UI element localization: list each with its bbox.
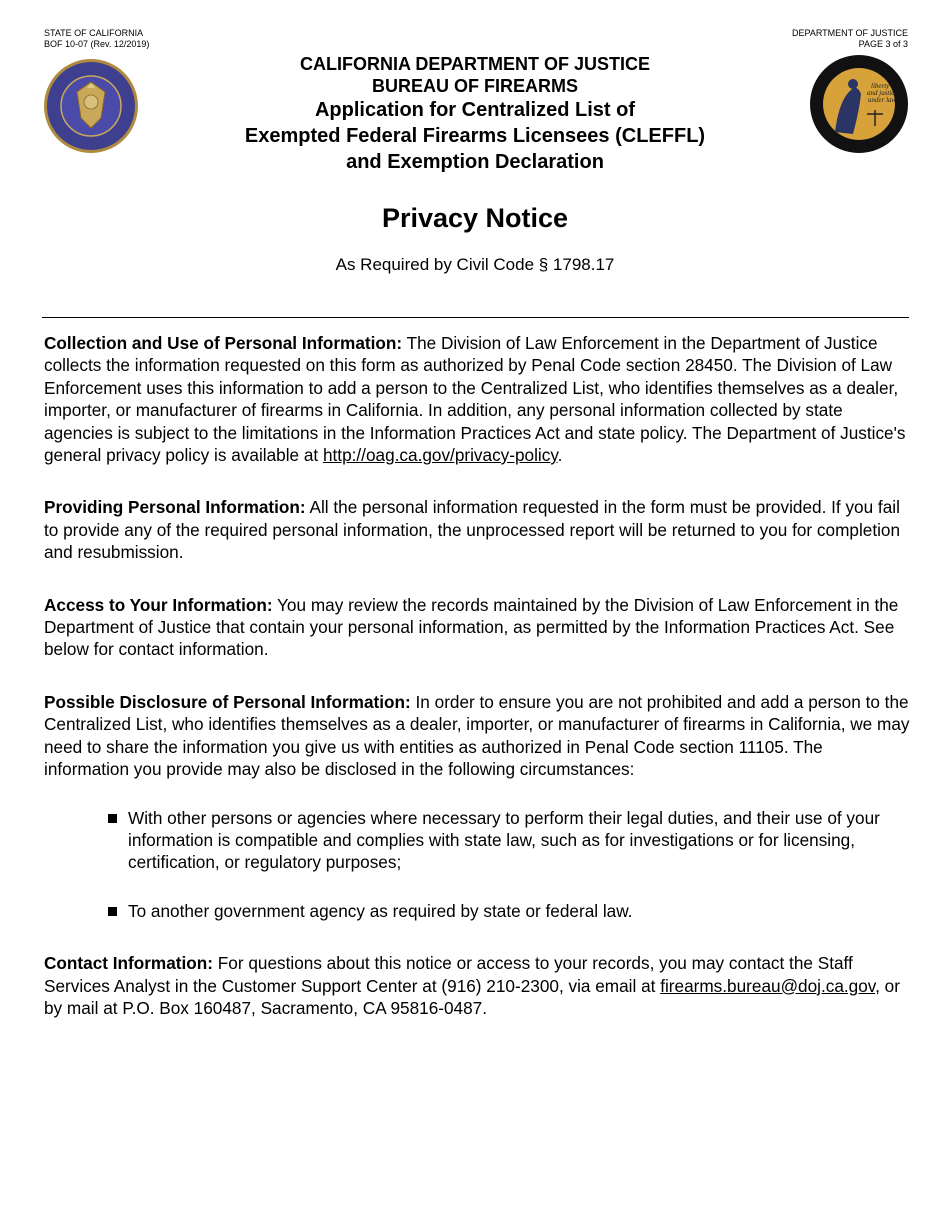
collection-section: [44, 332, 912, 466]
email-link[interactable]: firearms.bureau@doj.ca.gov: [660, 975, 876, 996]
page-subtitle: As Required by Civil Code § 1798.17: [335, 255, 615, 274]
state-label: STATE OF CALIFORNIA: [44, 28, 144, 38]
bullet-square-icon: [108, 907, 117, 916]
seal-motto-2: and justice: [867, 89, 898, 97]
section-text: In order to ensure you are not prohibited and add a person to the Centralized List, who identifies themselves as a dealer, importer, or manufacturer of firearms in California, we may need to share the information you give us with entities as authorized in Penal Code section 11105. The information you provide may also be disclosed in the following circumstances:: [44, 691, 910, 780]
access-section: [44, 594, 912, 661]
divider: [42, 317, 909, 318]
section-text: You may review the records maintained by the Division of Law Enforcement in the Department of Justice that contain your personal information, as permitted by the Information Practices Act. See below for contact information.: [44, 594, 899, 660]
section-heading: Collection and Use of Personal Information:: [44, 333, 403, 353]
form-title-line-2: Exempted Federal Firearms Licensees (CLEFFL): [244, 125, 706, 147]
seal-motto-3: under law: [868, 96, 897, 104]
privacy-policy-link[interactable]: http://oag.ca.gov/privacy-policy: [322, 445, 558, 466]
section-heading: Providing Personal Information:: [44, 497, 306, 518]
contact-section: [44, 952, 912, 1019]
disclosure-list: [44, 807, 912, 923]
notice-body: [44, 332, 912, 1049]
section-heading: Possible Disclosure of Personal Information:: [44, 691, 411, 712]
department-label: DEPARTMENT OF JUSTICE: [791, 28, 908, 38]
providing-section: [44, 496, 912, 563]
section-heading: Access to Your Information:: [44, 594, 273, 615]
disclosure-section: [44, 691, 912, 781]
form-title-line-3: and Exemption Declaration: [346, 151, 604, 173]
list-item-text: With other persons or agencies where necessary to perform their legal duties, and their use of your information is compatible and complies with state law, such as for investigations or for licensing, certification, or regulatory purposes;: [128, 807, 880, 873]
form-id-block: [44, 28, 149, 50]
list-item-text: To another government agency as required by state or federal law.: [128, 900, 633, 921]
agency-name: CALIFORNIA DEPARTMENT OF JUSTICE: [300, 54, 650, 74]
section-text: All the personal information requested in the form must be provided. If you fail to provide any of the required personal information, the unprocessed report will be returned to you for completion and resubmission.: [44, 497, 901, 563]
section-heading: Contact Information:: [44, 953, 213, 974]
bureau-name: BUREAU OF FIREARMS: [372, 76, 578, 96]
list-item: [44, 900, 912, 922]
section-text-end: , or by mail at P.O. Box 160487, Sacramento, CA 95816-0487.: [44, 975, 900, 1018]
form-number: BOF 10-07 (Rev. 12/2019): [44, 39, 150, 49]
form-header: [0, 53, 950, 175]
page-title: Privacy Notice: [381, 203, 569, 233]
bullet-square-icon: [108, 814, 117, 823]
page-number: PAGE 3 of 3: [858, 39, 908, 49]
section-text: The Division of Law Enforcement in the Department of Justice collects the information requested on this form as authorized by Penal Code section 28450. The Division of Law Enforcement uses this information to add a person to the Centralized List, who identifies themselves as a dealer, importer, or manufacturer of firearms in California. In addition, any personal information collected by state agencies is subject to the limitations in the Information Practices Act and state policy. The Department of Justice's general privacy policy is available at: [44, 333, 906, 466]
list-item: [44, 807, 912, 874]
form-title-line-1: Application for Centralized List of: [314, 99, 635, 121]
section-text: For questions about this notice or access to your records, you may contact the Staff Services Analyst in the Customer Support Center at (916) 210-2300, via email at: [44, 953, 853, 996]
section-text-end: .: [557, 445, 563, 466]
seal-motto-1: liberty: [871, 82, 890, 90]
page-info-block: [792, 28, 908, 50]
